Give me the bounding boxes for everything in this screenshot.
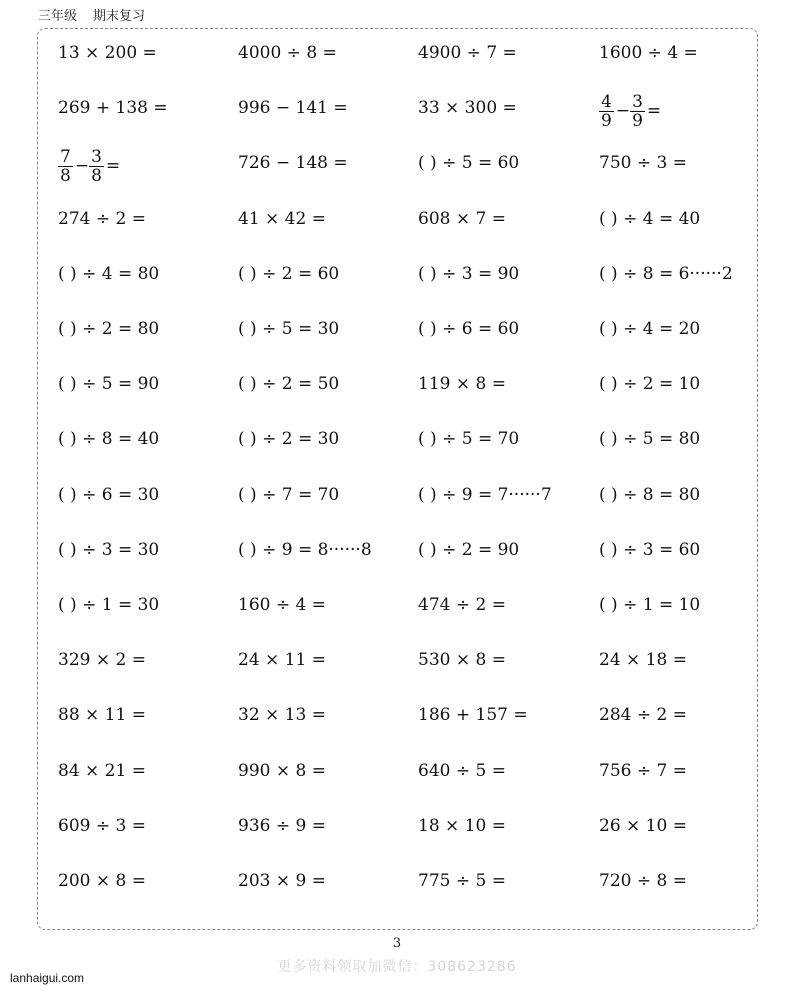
problem-item: ( ) ÷ 4 = 20 (599, 319, 701, 339)
problem-item: 24 × 11 = (238, 650, 326, 671)
problem-item: ( ) ÷ 4 = 40 (599, 208, 701, 229)
problem-item: ( ) ÷ 2 = 10 (599, 374, 701, 395)
problem-item: 996 − 141 = (238, 98, 348, 119)
problem-item: 41 × 42 = (238, 208, 326, 229)
problem-item: 200 × 8 = (58, 871, 146, 891)
problem-item: 4900 ÷ 7 = (418, 43, 517, 63)
problem-item (599, 92, 662, 132)
problem-item: ( ) ÷ 2 = 60 (238, 263, 340, 284)
operator: − (615, 101, 631, 122)
problem-item: 1600 ÷ 4 = (599, 43, 698, 63)
problem-item: 18 × 10 = (418, 815, 506, 836)
watermark-text: 更多资料领取加微信：308623286 (277, 959, 517, 975)
problem-item: 4000 ÷ 8 = (238, 43, 337, 63)
problem-item: 530 × 8 = (418, 650, 506, 671)
problem-item: 186 + 157 = (418, 705, 528, 726)
fraction (89, 148, 104, 185)
problem-item: 26 × 10 = (599, 815, 687, 836)
problem-item: 269 + 138 = (58, 98, 168, 119)
fraction-denominator: 9 (632, 111, 643, 132)
problem-item: 203 × 9 = (238, 871, 326, 891)
problem-item: 720 ÷ 8 = (599, 871, 687, 891)
problem-item: ( ) ÷ 3 = 30 (58, 539, 160, 560)
fraction-numerator: 4 (601, 92, 612, 113)
page-header (38, 5, 145, 24)
problem-item: ( ) ÷ 2 = 80 (58, 319, 160, 339)
problem-item: 750 ÷ 3 = (599, 153, 687, 174)
problem-item: 756 ÷ 7 = (599, 760, 687, 781)
problem-item: 119 × 8 = (418, 374, 506, 395)
problem-item: ( ) ÷ 1 = 30 (58, 595, 160, 615)
problem-item: ( ) ÷ 7 = 70 (238, 484, 340, 505)
problem-item: 284 ÷ 2 = (599, 705, 687, 726)
problem-item: ( ) ÷ 9 = 8······8 (238, 539, 372, 560)
problem-item: ( ) ÷ 1 = 10 (599, 595, 701, 615)
problem-item: ( ) ÷ 9 = 7······7 (418, 484, 552, 505)
problem-item: ( ) ÷ 5 = 70 (418, 429, 520, 450)
problem-item: ( ) ÷ 6 = 60 (418, 319, 520, 339)
fraction-numerator: 3 (632, 92, 643, 113)
problem-item: 13 × 200 = (58, 43, 157, 63)
problem-item: 609 ÷ 3 = (58, 815, 146, 836)
problem-item: ( ) ÷ 2 = 50 (238, 374, 340, 395)
equals-sign: = (646, 101, 662, 122)
page-number: 3 (392, 936, 402, 951)
problem-item: ( ) ÷ 5 = 90 (58, 374, 160, 395)
problem-item: 726 − 148 = (238, 153, 348, 174)
problem-item: ( ) ÷ 8 = 40 (58, 429, 160, 450)
problem-item: 608 × 7 = (418, 208, 506, 229)
problem-item: ( ) ÷ 2 = 90 (418, 539, 520, 560)
problem-item: 33 × 300 = (418, 98, 517, 119)
problem-item (58, 147, 121, 187)
fraction-numerator: 7 (60, 147, 71, 168)
problem-item: ( ) ÷ 6 = 30 (58, 484, 160, 505)
problem-item: ( ) ÷ 3 = 90 (418, 263, 520, 284)
problem-item: ( ) ÷ 2 = 30 (238, 429, 340, 450)
fraction (599, 93, 614, 130)
fraction-denominator: 8 (60, 166, 71, 187)
problem-item: ( ) ÷ 3 = 60 (599, 539, 701, 560)
problem-item: ( ) ÷ 5 = 60 (418, 153, 520, 174)
operator: − (74, 156, 90, 177)
problem-item: ( ) ÷ 4 = 80 (58, 263, 160, 284)
fraction (58, 148, 73, 185)
problem-item: 474 ÷ 2 = (418, 595, 506, 615)
problem-item: ( ) ÷ 8 = 6······2 (599, 263, 733, 284)
grade-label: 三年级 (38, 9, 78, 24)
problem-item: ( ) ÷ 8 = 80 (599, 484, 701, 505)
problem-item: ( ) ÷ 5 = 80 (599, 429, 701, 450)
problem-item: 88 × 11 = (58, 705, 146, 726)
problem-item: 640 ÷ 5 = (418, 760, 506, 781)
equals-sign: = (105, 156, 121, 177)
site-url: lanhaigui.com (10, 971, 85, 985)
problem-item: 84 × 21 = (58, 760, 146, 781)
fraction (630, 93, 645, 130)
header-title: 期末复习 (93, 9, 146, 24)
problem-item: ( ) ÷ 5 = 30 (238, 319, 340, 339)
problem-item: 32 × 13 = (238, 705, 326, 726)
fraction-denominator: 8 (91, 166, 102, 187)
problem-item: 990 × 8 = (238, 760, 326, 781)
fraction-numerator: 3 (91, 147, 102, 168)
problem-item: 24 × 18 = (599, 650, 687, 671)
fraction-denominator: 9 (601, 111, 612, 132)
problem-item: 775 ÷ 5 = (418, 871, 506, 891)
problem-item: 329 × 2 = (58, 650, 146, 671)
problem-item: 274 ÷ 2 = (58, 208, 146, 229)
problem-item: 160 ÷ 4 = (238, 595, 326, 615)
problem-item: 936 ÷ 9 = (238, 815, 326, 836)
